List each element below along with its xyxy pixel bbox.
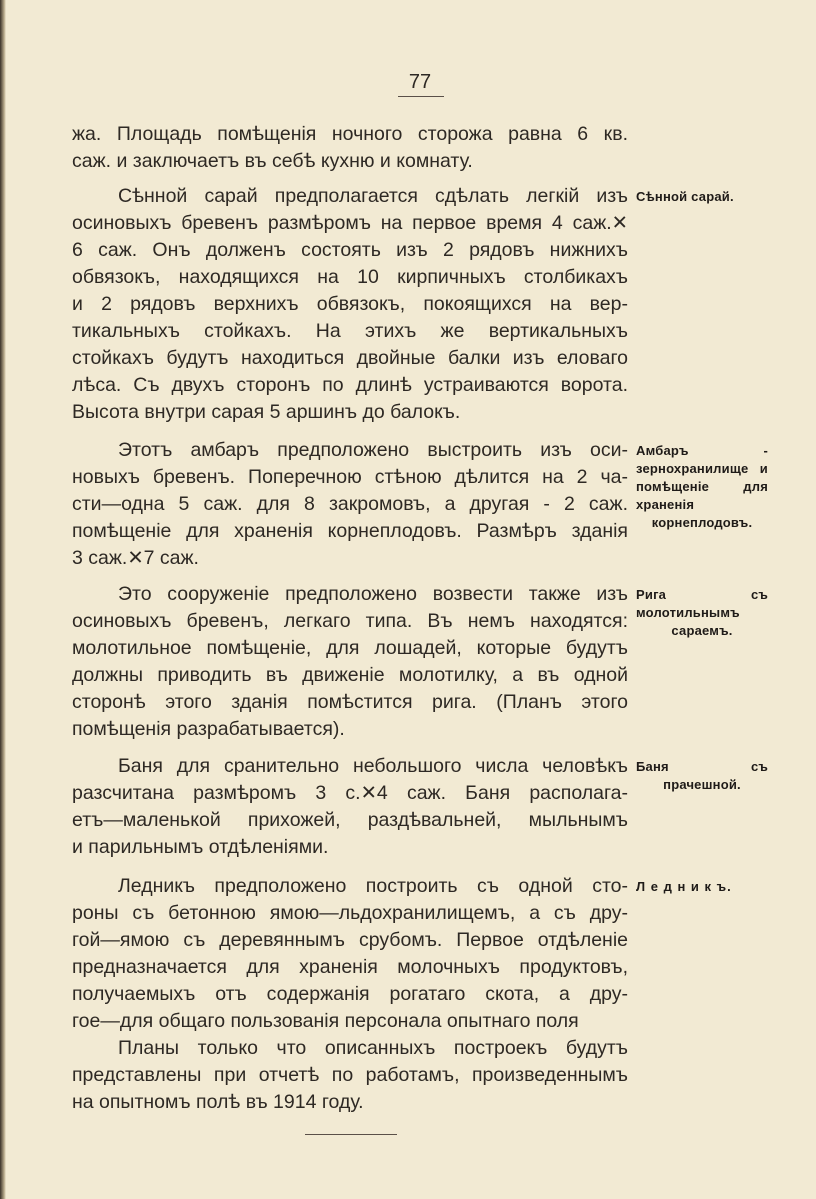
text-line: предназначается для храненія молочныхъ продуктовъ, xyxy=(72,956,628,978)
margin-note: Амбаръ - зернохранилище и помѣщеніе для храненія корнеплодовъ. xyxy=(636,443,768,530)
paragraph xyxy=(72,121,628,175)
text-line: Сѣнной сарай предполагается сдѣлать легкій изъ xyxy=(118,185,628,207)
text-line: на опытномъ полѣ въ 1914 году. xyxy=(72,1091,364,1113)
text-line: 6 саж. Онъ долженъ состоять изъ 2 рядовъ нижнихъ xyxy=(72,239,628,261)
end-rule xyxy=(305,1134,397,1135)
text-line: молотильное помѣщеніе, для лошадей, которые будутъ xyxy=(72,637,628,659)
text-line: тикальныхъ стойкахъ. На этихъ же вертикальныхъ xyxy=(72,320,628,342)
text-line: гой—ямою съ деревяннымъ срубомъ. Первое отдѣленіе xyxy=(72,929,628,951)
page-binding-edge xyxy=(0,0,6,1199)
page-number: 77 xyxy=(408,71,432,93)
text-line: Баня для сранительно небольшого числа человѣкъ xyxy=(118,755,628,777)
text-line: осиновыхъ бревенъ размѣромъ на первое время 4 саж.✕ xyxy=(72,212,628,234)
text-line: жа. Площадь помѣщенія ночного сторожа равна 6 кв. xyxy=(72,123,628,145)
margin-note: Баня съ прачешной. xyxy=(636,759,768,792)
text-line: етъ—маленькой прихожей, раздѣвальней, мыльнымъ xyxy=(72,809,628,831)
text-line: саж. и заключаетъ въ себѣ кухню и комнату. xyxy=(72,150,473,172)
text-line: Это сооруженіе предположено возвести также изъ xyxy=(118,583,628,605)
text-line: должны приводить въ движеніе молотилку, а въ одной xyxy=(72,664,628,686)
margin-note: Сѣнной сарай. xyxy=(636,189,734,204)
text-line: роны съ бетонною ямою—льдохранилищемъ, а съ дру- xyxy=(72,902,628,924)
paragraph xyxy=(72,183,628,426)
text-line: Этотъ амбаръ предположено выстроить изъ оси- xyxy=(118,439,628,461)
text-line: помѣщеніе для храненія корнеплодовъ. Размѣръ зданія xyxy=(72,520,628,542)
paragraph xyxy=(72,437,628,572)
text-line: Ледникъ предположено построить съ одной сто- xyxy=(118,875,628,897)
text-line: сторонѣ этого зданія помѣстится рига. (Планъ этого xyxy=(72,691,628,713)
text-line: помѣщенія разрабатывается). xyxy=(72,718,345,740)
text-line: осиновыхъ бревенъ, легкаго типа. Въ немъ находятся: xyxy=(72,610,628,632)
page-number-rule xyxy=(398,96,444,97)
paragraph xyxy=(72,753,628,861)
text-line: Высота внутри сарая 5 аршинъ до балокъ. xyxy=(72,401,461,423)
text-line: разсчитана размѣромъ 3 с.✕4 саж. Баня располага- xyxy=(72,782,628,804)
text-line: лѣса. Съ двухъ сторонъ по длинѣ устраиваются ворота. xyxy=(72,374,628,396)
text-line: и парильнымъ отдѣленіями. xyxy=(72,836,329,858)
margin-note: Л е д н и к ъ. xyxy=(636,879,732,894)
text-line: 3 саж.✕7 саж. xyxy=(72,547,199,569)
margin-note: Рига съ молотильнымъ сараемъ. xyxy=(636,587,768,638)
paragraph xyxy=(72,581,628,743)
text-line: Планы только что описанныхъ построекъ будутъ xyxy=(118,1037,628,1059)
text-line: и 2 рядовъ верхнихъ обвязокъ, покоящихся на вер- xyxy=(72,293,628,315)
text-line: сти—одна 5 саж. для 8 закромовъ, а другая - 2 саж. xyxy=(72,493,628,515)
text-line: гое—для общаго пользованія персонала опытнаго поля xyxy=(72,1010,579,1032)
text-line: обвязокъ, находящихся на 10 кирпичныхъ столбикахъ xyxy=(72,266,628,288)
text-line: получаемыхъ отъ содержанія рогатаго скота, а дру- xyxy=(72,983,628,1005)
text-line: представлены при отчетѣ по работамъ, произведеннымъ xyxy=(72,1064,628,1086)
paragraph xyxy=(72,873,628,1035)
text-line: стойкахъ будутъ находиться двойные балки изъ еловаго xyxy=(72,347,628,369)
text-line: новыхъ бревенъ. Поперечною стѣною дѣлится на 2 ча- xyxy=(72,466,628,488)
paragraph xyxy=(72,1035,628,1116)
